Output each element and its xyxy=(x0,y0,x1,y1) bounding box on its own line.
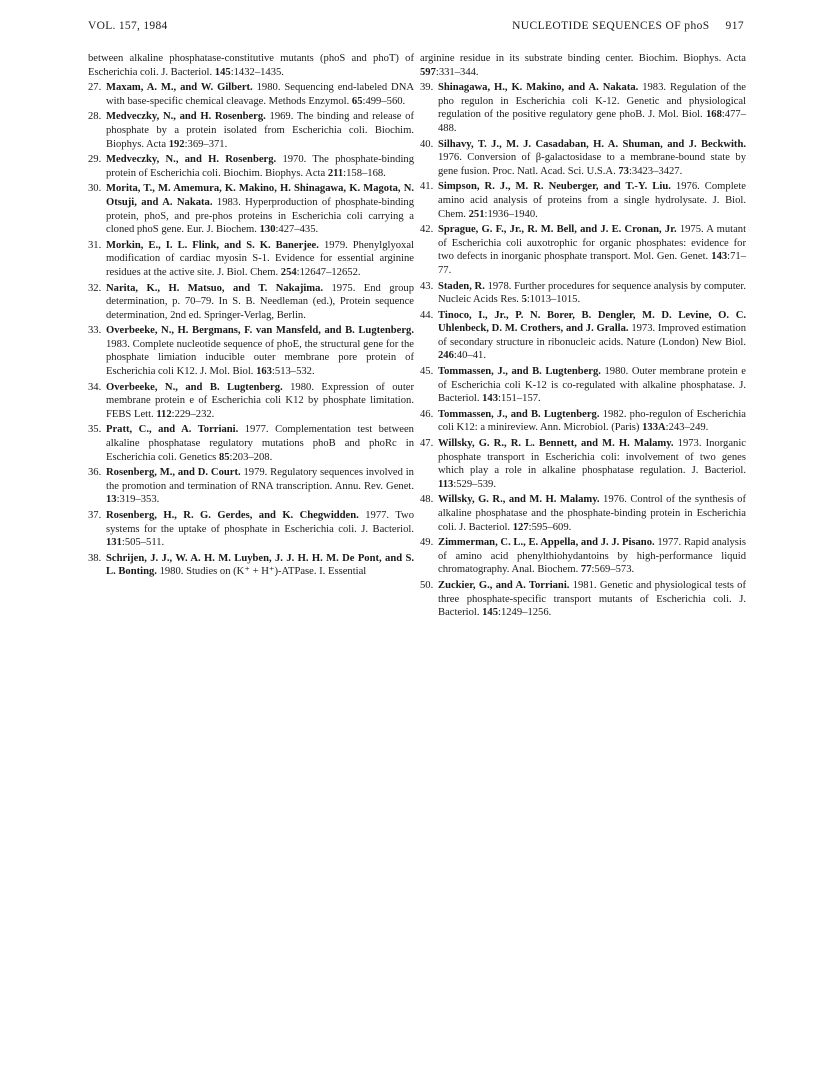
journal-volume: VOL. 157, 1984 xyxy=(88,20,168,32)
reference-column-left xyxy=(88,52,414,581)
reference-entry xyxy=(88,153,414,180)
reference-entry xyxy=(88,52,414,79)
reference-authors: Rosenberg, H., R. G. Gerdes, and K. Chegwidden. xyxy=(106,510,359,521)
reference-authors: Silhavy, T. J., M. J. Casadaban, H. A. Shuman, and J. Beckwith. xyxy=(438,138,746,150)
reference-volume: 73 xyxy=(618,165,629,177)
reference-pages: :499–560. xyxy=(362,95,406,107)
reference-volume: 251 xyxy=(468,208,485,220)
reference-volume: 85 xyxy=(218,451,230,463)
reference-volume: 597 xyxy=(420,66,436,78)
reference-number: 49. xyxy=(420,537,434,549)
reference-entry xyxy=(88,239,414,280)
reference-volume: 246 xyxy=(438,350,454,362)
reference-entry xyxy=(420,223,746,277)
reference-text: 1975. End group determination, p. 70–79. In S. B. Needleman (ed.), Protein sequence determination, 2nd ed. Springer-Verlag, Berlin. xyxy=(106,282,414,321)
reference-text: 1979. Phenylglyoxal modification of cardiac myosin S-1. Evidence for essential arginine residues at the active site. J. Biol. Chem. xyxy=(106,239,414,278)
reference-text: 1975. A mutant of Escherichia coli auxotrophic for organic phosphates: evidence for two defects in inorganic phosphate transport. Mol. Gen. Genet. xyxy=(438,224,747,263)
reference-pages: :1013–1015. xyxy=(526,294,581,306)
reference-entry xyxy=(88,282,414,323)
reference-number: 30. xyxy=(88,183,102,195)
reference-volume: 145 xyxy=(482,607,499,619)
reference-text: 1983. Regulation of the pho regulon in Escherichia coli K-12. Genetic and physiological regulation of the positive regulatory gene phoB. J. Mol. Biol. xyxy=(438,82,747,121)
reference-pages: :529–539. xyxy=(453,478,496,490)
reference-number: 34. xyxy=(88,381,102,393)
reference-entry xyxy=(420,81,746,135)
reference-number: 45. xyxy=(420,366,434,378)
reference-volume: 143 xyxy=(711,251,728,263)
reference-pages: :158–168. xyxy=(343,167,386,179)
reference-number: 48. xyxy=(420,494,434,506)
reference-text: 1978. Further procedures for sequence analysis by computer. Nucleic Acids Res. xyxy=(438,280,746,306)
reference-entry xyxy=(88,182,414,236)
reference-authors: Narita, K., H. Matsuo, and T. Nakajima. xyxy=(106,282,324,294)
reference-authors: Overbeeke, N., and B. Lugtenberg. xyxy=(106,381,283,393)
reference-volume: 13 xyxy=(106,494,117,506)
reference-number: 27. xyxy=(88,82,102,94)
reference-text: 1983. Hyperproduction of phosphate-binding protein, phoS, and pre-phos proteins in Escherichia coli carrying a cloned phoS gene. Eur. J. Biochem. xyxy=(106,196,414,236)
reference-number: 36. xyxy=(88,467,102,479)
reference-entry xyxy=(420,408,746,435)
reference-entry xyxy=(420,579,746,620)
reference-entry xyxy=(420,493,746,534)
reference-authors: Pratt, C., and A. Torriani. xyxy=(106,424,239,436)
reference-authors: Overbeeke, N., H. Bergmans, F. van Mansfeld, and B. Lugtenberg. xyxy=(106,325,414,337)
reference-volume: 145 xyxy=(214,66,231,78)
reference-pages: :203–208. xyxy=(229,451,273,463)
reference-pages: :3423–3427. xyxy=(628,165,683,177)
reference-text: 1976. Complete amino acid analysis of proteins from a single hydrolysate. J. Biol. Chem. xyxy=(438,181,746,220)
reference-number: 47. xyxy=(420,438,434,450)
reference-entry xyxy=(88,466,414,507)
reference-entry xyxy=(420,309,746,363)
reference-text: 1969. The binding and release of phosphate by a protein isolated from Escherichia coli. Biochim. Biophys. Acta xyxy=(106,111,414,150)
reference-text: 1976. Conversion of β-galactosidase to a membrane-bound state by gene fusion. Proc. Natl. Acad. Sci. U.S.A. xyxy=(438,152,746,177)
reference-number: 50. xyxy=(420,579,434,591)
reference-number: 31. xyxy=(88,239,102,251)
reference-entry xyxy=(420,536,746,577)
running-title-group xyxy=(512,20,744,32)
reference-number: 42. xyxy=(420,224,434,236)
reference-entry xyxy=(88,509,414,550)
reference-volume: 254 xyxy=(280,266,297,278)
reference-authors: Tommassen, J., and B. Lugtenberg. xyxy=(438,366,601,378)
reference-entry xyxy=(420,138,746,179)
reference-authors: Willsky, G. R., R. L. Bennett, and M. H. Malamy. xyxy=(438,438,674,450)
reference-number: 32. xyxy=(88,282,102,294)
reference-text: 1970. The phosphate-binding protein of Escherichia coli. Biochim. Biophys. Acta xyxy=(106,154,414,179)
reference-text: 1977. Two systems for the uptake of phosphate in Escherichia coli. J. Bacteriol. xyxy=(106,510,415,535)
reference-text: 1981. Genetic and physiological tests of three phosphate-specific transport mutants of Escherichia coli. J. Bacteriol. xyxy=(438,579,747,619)
reference-pages: :477–488. xyxy=(438,109,746,134)
reference-text: 1980. Studies on (K⁺ + H⁺)-ATPase. I. Essential xyxy=(156,566,367,578)
reference-authors: Maxam, A. M., and W. Gilbert. xyxy=(106,82,253,94)
reference-volume: 112 xyxy=(156,408,172,420)
reference-number: 38. xyxy=(88,552,102,564)
reference-number: 33. xyxy=(88,325,102,337)
reference-volume: 127 xyxy=(512,521,529,533)
reference-text: 1976. Control of the synthesis of alkaline phosphatase and the phosphate-binding protein in Escherichia coli. J. Bacteriol. xyxy=(438,494,746,533)
reference-number: 46. xyxy=(420,408,434,420)
reference-authors: Tommassen, J., and B. Lugtenberg. xyxy=(438,408,600,420)
reference-volume: 130 xyxy=(259,224,276,236)
reference-authors: Willsky, G. R., and M. H. Malamy. xyxy=(438,494,600,506)
reference-pages: :369–371. xyxy=(184,138,228,150)
reference-authors: Medveczky, N., and H. Rosenberg. xyxy=(106,111,266,123)
reference-text: 1980. Sequencing end-labeled DNA with base-specific chemical cleavage. Methods Enzymol. xyxy=(106,82,415,107)
reference-number: 44. xyxy=(420,309,434,321)
reference-volume: 5 xyxy=(521,294,527,306)
reference-authors: Medveczky, N., and H. Rosenberg. xyxy=(106,154,277,166)
reference-text: 1979. Regulatory sequences involved in the promotion and termination of RNA transcription. Annu. Rev. Genet. xyxy=(106,467,414,492)
reference-text: 1980. Outer membrane protein e of Escherichia coli K-12 is co-regulated with alkaline phosphatase. J. Bacteriol. xyxy=(438,366,746,405)
reference-volume: 163 xyxy=(256,366,272,378)
reference-number: 43. xyxy=(420,280,434,292)
reference-volume: 131 xyxy=(106,537,122,549)
reference-text: between alkaline phosphatase-constitutive mutants (phoS and phoT) of Escherichia coli. J. Bacteriol. xyxy=(88,53,414,78)
page-number: 917 xyxy=(725,20,744,32)
reference-pages: :505–511. xyxy=(121,537,165,549)
reference-text: 1973. Improved estimation of secondary structure in ribonucleic acids. Nature (London) New Biol. xyxy=(438,323,746,348)
reference-volume: 113 xyxy=(438,478,454,490)
reference-entry xyxy=(88,381,414,422)
reference-entry xyxy=(420,52,746,79)
reference-entry xyxy=(88,423,414,464)
reference-number: 29. xyxy=(88,154,102,166)
reference-column-right xyxy=(420,52,746,622)
reference-entry xyxy=(420,180,746,221)
reference-text: 1980. Expression of outer membrane protein e of Escherichia coli K12 by phosphate limitation. FEBS Lett. xyxy=(106,381,414,420)
reference-pages: :569–573. xyxy=(591,564,635,576)
reference-authors: Shinagawa, H., K. Makino, and A. Nakata. xyxy=(438,82,639,94)
reference-text: 1977. Rapid analysis of amino acid phenylthiohydantoins by high-performance liquid chromatography. Anal. Biochem. xyxy=(438,537,746,576)
reference-authors: Zuckier, G., and A. Torriani. xyxy=(438,579,570,591)
reference-pages: :331–344. xyxy=(435,66,479,78)
reference-entry xyxy=(420,365,746,406)
reference-pages: :71–77. xyxy=(438,251,746,276)
reference-pages: :513–532. xyxy=(271,366,315,378)
reference-volume: 143 xyxy=(482,393,499,405)
reference-number: 41. xyxy=(420,181,434,193)
reference-number: 37. xyxy=(88,510,102,521)
reference-pages: :427–435. xyxy=(275,224,319,236)
reference-authors: Schrijen, J. J., W. A. H. M. Luyben, J. J. H. H. M. De Pont, and S. L. Bonting. xyxy=(106,552,414,578)
reference-text: 1973. Inorganic phosphate transport in Escherichia coli: involvement of two genes which play a role in alkaline phosphatase regulation. J. Bacteriol. xyxy=(438,438,746,477)
reference-volume: 192 xyxy=(168,138,185,150)
reference-text: 1982. pho-regulon of Escherichia coli K12: a minireview. Ann. Microbiol. (Paris) xyxy=(438,408,746,434)
reference-pages: :1249–1256. xyxy=(498,607,552,619)
reference-authors: Tinoco, I., Jr., P. N. Borer, B. Dengler, M. D. Levine, O. C. Uhlenbeck, D. M. Crothers, and J. Gralla. xyxy=(438,309,746,335)
reference-text: 1977. Complementation test between alkaline phosphatase regulatory mutations phoB and phoRc in Escherichia coli. Genetics xyxy=(106,424,414,463)
reference-text: arginine residue in its substrate binding center. Biochim. Biophys. Acta xyxy=(420,53,746,64)
reference-authors: Simpson, R. J., M. R. Neuberger, and T.-Y. Liu. xyxy=(438,181,671,193)
reference-entry xyxy=(420,437,746,491)
reference-volume: 211 xyxy=(327,167,344,179)
reference-pages: :40–41. xyxy=(453,350,486,362)
reference-authors: Rosenberg, M., and D. Court. xyxy=(106,467,241,479)
reference-volume: 77 xyxy=(580,564,592,576)
reference-number: 35. xyxy=(88,424,102,436)
running-title: NUCLEOTIDE SEQUENCES OF phoS xyxy=(512,20,710,32)
reference-pages: :229–232. xyxy=(171,408,215,420)
reference-authors: Morkin, E., I. L. Flink, and S. K. Banerjee. xyxy=(106,239,319,251)
reference-number: 28. xyxy=(88,111,102,123)
reference-text: 1983. Complete nucleotide sequence of phoE, the structural gene for the phosphate limiation inducible outer membrane pore protein of Escherichia coli K12. J. Mol. Biol. xyxy=(106,338,414,378)
reference-authors: Staden, R. xyxy=(438,280,485,292)
reference-entry xyxy=(88,324,414,378)
reference-pages: :1936–1940. xyxy=(484,208,538,220)
reference-pages: :595–609. xyxy=(528,521,572,533)
reference-number: 40. xyxy=(420,138,434,150)
reference-authors: Sprague, G. F., Jr., R. M. Bell, and J. E. Cronan, Jr. xyxy=(438,224,677,236)
reference-entry xyxy=(420,280,746,307)
reference-volume: 133A xyxy=(642,422,666,434)
reference-volume: 168 xyxy=(705,109,722,121)
reference-entry xyxy=(88,552,414,579)
reference-entry xyxy=(88,81,414,108)
reference-volume: 65 xyxy=(351,95,363,107)
reference-number: 39. xyxy=(420,82,434,94)
reference-pages: :243–249. xyxy=(665,422,709,434)
reference-pages: :151–157. xyxy=(498,393,541,405)
reference-entry xyxy=(88,110,414,151)
reference-pages: :1432–1435. xyxy=(230,66,284,78)
page-header xyxy=(88,20,744,40)
reference-authors: Morita, T., M. Amemura, K. Makino, H. Shinagawa, K. Magota, N. Otsuji, and A. Nakata. xyxy=(106,183,414,208)
reference-authors: Zimmerman, C. L., E. Appella, and J. J. Pisano. xyxy=(438,537,655,549)
reference-pages: :319–353. xyxy=(116,494,160,506)
reference-pages: :12647–12652. xyxy=(296,266,361,278)
